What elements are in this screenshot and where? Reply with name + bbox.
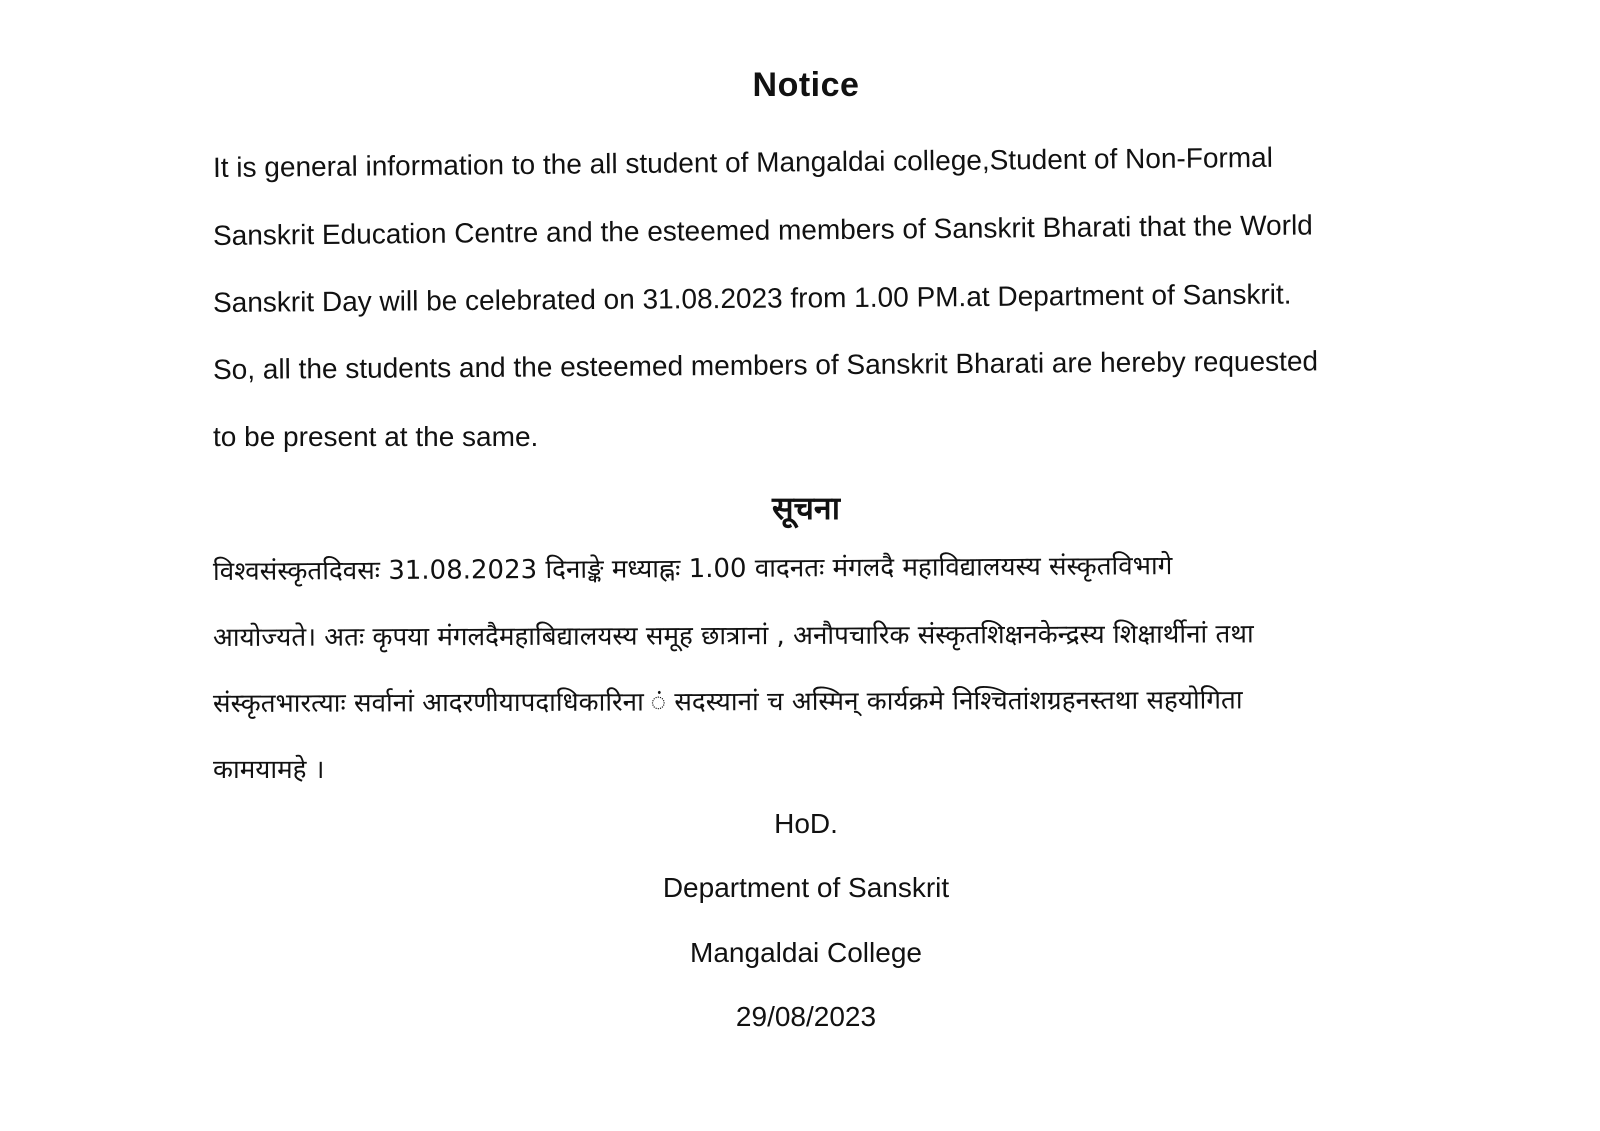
notice-date: 29/08/2023 [735, 1001, 877, 1032]
signatory-designation: HoD. [774, 808, 838, 839]
signatory-department: Department of Sanskrit [662, 872, 950, 903]
sanskrit-notice-title: सूचना [771, 489, 840, 527]
sanskrit-paragraph-line-3: संस्कृतभारत्याः सर्वानां आदरणीयापदाधिकारिना ं सदस्यानां च अस्मिन् कार्यक्रमे निश्चितांशग्रहनस्तथा सहयोगिता [212, 685, 1243, 719]
notice-title: Notice [752, 66, 860, 104]
english-paragraph-line-1: It is general information to the all student of Mangaldai college,Student of Non-Formal [212, 141, 1274, 183]
sanskrit-paragraph-line-1: विश्वसंस्कृतदिवसः 31.08.2023 दिनाङ्के मध्याह्नः 1.00 वादनतः मंगलदै महाविद्यालयस्य संस्कृतविभागे [212, 551, 1173, 587]
sanskrit-paragraph-line-2: आयोज्यते। अतः कृपया मंगलदैमहाबिद्यालयस्य समूह छात्रानां , अनौपचारिक संस्कृतशिक्षनकेन्द्रस्य शिक्षार्थीनां तथा [212, 619, 1254, 653]
english-paragraph-line-5: to be present at the same. [213, 421, 539, 452]
english-paragraph-line-2: Sanskrit Education Centre and the esteemed members of Sanskrit Bharati that the World [212, 209, 1313, 251]
sanskrit-paragraph-line-4: कामयामहे । [213, 755, 325, 785]
english-paragraph-line-3: Sanskrit Day will be celebrated on 31.08.2023 from 1.00 PM.at Department of Sanskrit. [212, 278, 1292, 318]
signatory-college: Mangaldai College [690, 937, 922, 968]
english-paragraph-line-4: So, all the students and the esteemed members of Sanskrit Bharati are hereby requested [212, 345, 1319, 385]
